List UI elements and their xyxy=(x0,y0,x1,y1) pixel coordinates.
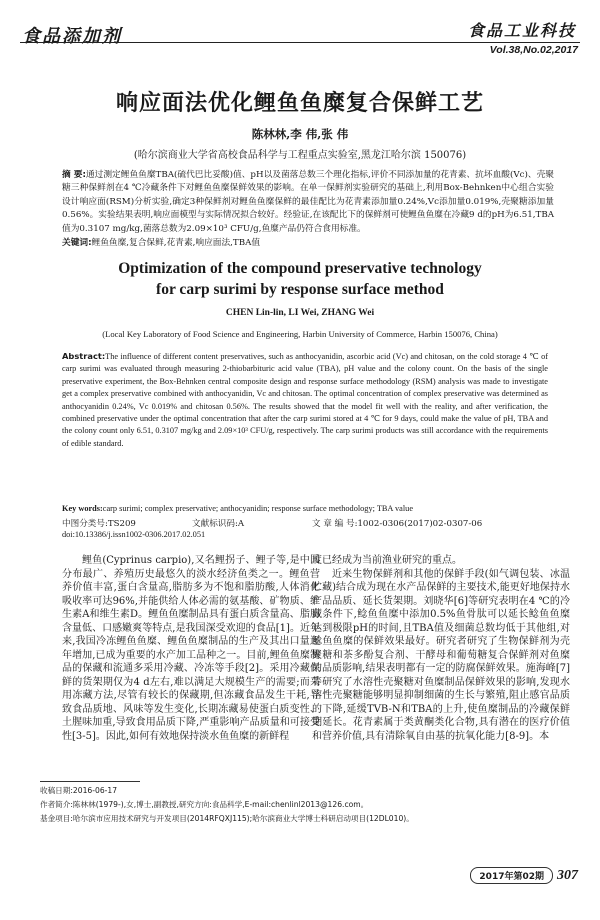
english-abstract xyxy=(62,350,548,450)
chinese-title: 响应面法优化鲤鱼鱼糜复合保鲜工艺 xyxy=(115,91,484,116)
doi: doi:10.13386/j.issn1002-0306.2017.02.051 xyxy=(62,530,206,539)
classification-row xyxy=(62,517,562,529)
article-number: 文 章 编 号:1002-0306(2017)02-0307-06 xyxy=(312,519,483,529)
chinese-keywords-label: 关键词: xyxy=(62,238,92,248)
clc-number: 中图分类号:TS209 xyxy=(62,519,136,529)
english-abstract-text: The influence of different content preservatives, such as anthocyanidin, ascorbic acid (Vc) and chitosan, on the cold storage 4 ℃ of carp surimi was evaluated through measuring 2-thiobarbituric acid value (TBA), pH value and the colony count. On the basis of the single preservative experiment, the Box-Behnken central composite design and response surface methodology (RSM) analysis was made to investigate get a complex preservative combined with anthocyanidin, Vc and chitosan. The optimal concentration of complex preservative was determined as anthocyanidin 0.24%, Vc 0.019% and chitosan 0.56%. The results showed that the model fit well with the reality, and after verification, the combined preservative under the optimal concentration that after the carp surimi stored at 4 ℃ for 9 days, could make the value of pH, TBA and the colony count only 6.51, 0.3107 mg/kg and 2.09×10³ CFU/g, respectively. The carp surimi products was still accordance with the requirements of edible standard. xyxy=(62,352,548,448)
chinese-abstract xyxy=(62,169,554,236)
issue-badge: 2017年第02期 xyxy=(470,867,553,884)
footnote-fund: 基金项目:哈尔滨市应用技术研究与开发项目(2014RFQXJ115);哈尔滨商业大学博士科研启动项目(12DL010)。 xyxy=(40,814,414,823)
chinese-abstract-label: 摘 要: xyxy=(62,170,86,180)
chinese-affiliation: (哈尔滨商业大学省高校食品科学与工程重点实验室,黑龙江哈尔滨 150076) xyxy=(133,150,467,161)
volume-info: Vol.38,No.02,2017 xyxy=(489,44,578,56)
english-authors: CHEN Lin-lin, LI Wei, ZHANG Wei xyxy=(225,308,375,318)
english-title xyxy=(20,258,580,300)
page-number: 307 xyxy=(557,867,578,883)
chinese-abstract-text: 通过测定鲤鱼鱼糜TBA(硫代巴比妥酸)值、pH以及菌落总数三个理化指标,评价不同添加量的花青素、抗坏血酸(Vc)、壳聚糖三种保鲜剂在4 ℃冷藏条件下对鲤鱼鱼糜保鲜效果的影响。在单一保鲜剂实验研究的基础上,利用Box-Behnken中心组合实验设计响应面(RSM)分析实验,确定3种保鲜剂对鲤鱼鱼糜保鲜的最佳配比为花青素添加量0.24%,Vc添加量0.019%,壳聚糖添加量0.56%。实验结果表明,响应面模型与实际情况拟合较好。经验证,在该配比下的保鲜剂可使鲤鱼鱼糜在冷藏9 d的pH为6.51,TBA值为0.3107 mg/kg,菌落总数为2.09×10³ CFU/g,鱼糜产品仍符合食用标准。 xyxy=(62,170,554,234)
footnote-received: 收稿日期:2016-06-17 xyxy=(40,786,118,795)
english-abstract-label: Abstract: xyxy=(62,351,106,361)
page-footer xyxy=(470,867,578,884)
english-keywords xyxy=(62,504,554,513)
footnote-author: 作者简介:陈林林(1979-),女,博士,副教授,研究方向:食品科学,E-mail:chenlinl2013@126.com。 xyxy=(40,800,369,809)
footnote-divider xyxy=(40,781,140,782)
english-affiliation: (Local Key Laboratory of Food Science and Engineering, Harbin University of Commerce, Harbin 150076, China) xyxy=(102,329,498,339)
body-right-column xyxy=(312,554,570,743)
chinese-keywords xyxy=(62,236,554,248)
header-divider xyxy=(20,42,580,43)
section-title: 食品添加剂 xyxy=(22,26,122,47)
english-title-line1: Optimization of the compound preservative technology xyxy=(118,260,482,277)
body-paragraph: 度已经成为当前渔业研究的重点。 xyxy=(312,555,462,566)
english-title-line2: for carp surimi by response surface method xyxy=(156,281,444,298)
chinese-keywords-text: 鲤鱼鱼糜,复合保鲜,花青素,响应面法,TBA值 xyxy=(91,238,261,248)
chinese-authors: 陈林林,李 伟,张 伟 xyxy=(251,127,349,141)
english-keywords-label: Key words: xyxy=(62,504,103,513)
english-keywords-text: carp surimi; complex preservative; anthocyanidin; response surface methodology; TBA value xyxy=(102,504,413,513)
document-code: 文献标识码:A xyxy=(192,519,245,529)
journal-name: 食品工业科技 xyxy=(467,21,576,40)
body-paragraph: 鲤鱼(Cyprinus carpio),又名鲤拐子、鲤子等,是中国分布最广、养殖历史最悠久的淡水经济鱼类之一。鲤鱼营养价值丰富,蛋白含量高,脂肪多为不饱和脂肪酸,人体消化吸收率可达96%,并能供给人体必需的氨基酸、矿物质、维生素A和维生素D。鲤鱼鱼糜制品具有蛋白质含量高、脂肪含量低、口感嫩爽等特点,是我国深受欢迎的食品[1]。近年来,我国冷冻鲤鱼鱼糜、鲤鱼鱼糜制品的生产及其出口量逐年增加,已成为重要的水产加工品种之一。目前,鲤鱼鱼糜制品的保藏和流通多采用冷藏、冷冻等手段[2]。采用冷藏保鲜的货架期仅为4 d左右,难以满足大规模生产的需要;而采用冻藏方法,尽管有较长的保藏期,但冻藏食品发生干耗,导致食品质地、风味等发生变化,长期冻藏易使蛋白质变性、土腥味加重,导致食用品质下降,严重影响产品质量和可接受性[3-5]。因此,如何有效地保持淡水鱼鱼糜的新鲜程 xyxy=(62,555,320,742)
body-paragraph: 近来生物保鲜剂和其他的保鲜手段(如气调包装、冰温贮藏)结合成为现在水产品保鲜的主要技术,能更好地保持水产品品质、延长货架期。刘晓华[6]等研究表明在4 ℃的冷藏条件下,鲶鱼鱼糜中添加0.5%鱼骨肽可以延长鲶鱼鱼糜达到极限pH的时间,且TBA值及细菌总数均低于其他组,对鲶鱼鱼糜的保鲜效果最好。研究者研究了生物保鲜剂为壳聚糖和茶多酚复合剂、干酵母和葡萄糖复合保鲜剂对鱼糜的品质影响,结果表明都有一定的防腐保鲜效果。施海峰[7]等研究了水溶性壳聚糖对鱼糜制品保鲜效果的影响,发现水溶性壳聚糖能够明显抑制细菌的生长与繁殖,阻止感官品质的下降,延缓TVB-N和TBA的上升,使鱼糜制品的冷藏保鲜期延长。花青素属于类黄酮类化合物,具有潜在的医疗价值和营养价值,具有清除氧自由基的抗氧化能力[8-9]。本 xyxy=(312,568,570,742)
body-left-column xyxy=(62,554,320,743)
